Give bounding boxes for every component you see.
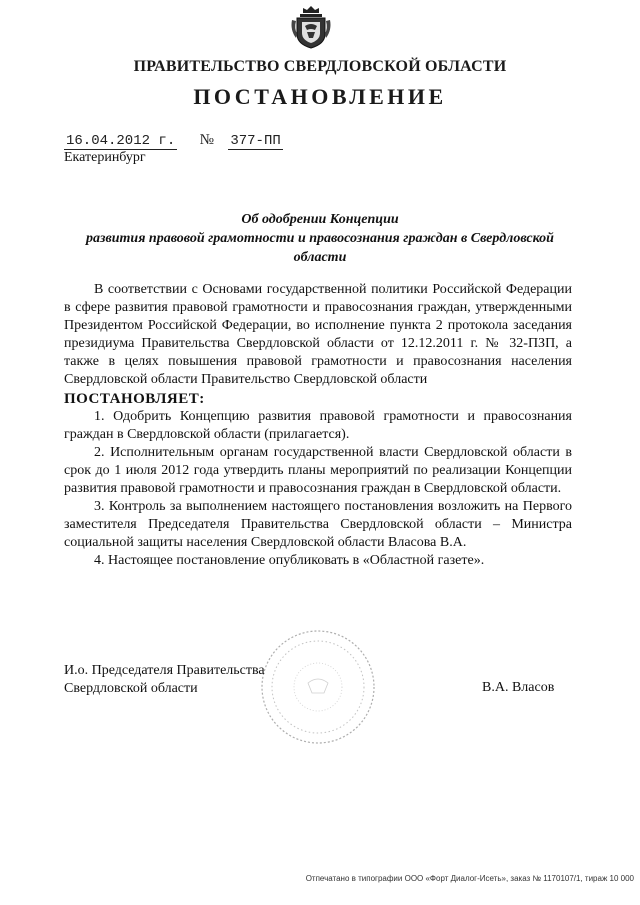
number-sign: № [199,132,214,148]
signatory-name: В.А. Власов [482,680,555,695]
city-name: Екатеринбург [64,150,146,165]
document-body [64,281,572,570]
document-number: 377-ПП [230,133,281,149]
signatory-position [64,662,265,698]
subject-line-3: области [293,250,347,265]
preamble-paragraph: В соответствии с Основами государственной политики Российской Федерации в сфере развития правовой грамотности и правосознания граждан, утвержденными Президентом Российской Федерации, во исполнение пункта 2 протокола заседания президиума Правительства Свердловской области от 12.12.2011 г. № 32-ПЗП, а также в целях повышения правовой грамотности и правосознания населения Свердловской области Правительство Свердловской области [64,282,572,387]
print-note: Отпечатано в типографии ООО «Форт Диалог-Исеть», заказ № 1170107/1, тираж 10 000 [305,874,634,883]
subject-line-2: развития правовой грамотности и правосознания граждан в Свердловской [86,231,554,246]
date-number-line [64,132,283,149]
document-subject [60,210,580,267]
signatory-position-line-1: И.о. Председателя Правительства [64,663,265,678]
decree-item-4: 4. Настоящее постановление опубликовать в «Областной газете». [94,553,485,568]
signatory-position-line-2: Свердловской области [64,681,198,696]
document-type-title: ПОСТАНОВЛЕНИЕ [193,84,447,109]
coat-of-arms-icon [288,4,334,50]
decree-item-2: 2. Исполнительным органам государственной власти Свердловской области в срок до 1 июля 2012 года утвердить планы мероприятий по реализации Концепции развития правовой грамотности и правосознания граждан в Свердловской области. [64,445,572,496]
decree-item-1: 1. Одобрить Концепцию развития правовой грамотности и правосознания граждан в Свердловской области (прилагается). [64,409,572,442]
decree-word: ПОСТАНОВЛЯЕТ: [64,391,205,407]
document-date: 16.04.2012 г. [66,133,176,149]
decree-item-3: 3. Контроль за выполнением настоящего постановления возложить на Первого заместителя Председателя Правительства Свердловской области – Министра социальной защиты населения Свердловской области Власова В.А. [64,499,572,550]
government-title: ПРАВИТЕЛЬСТВО СВЕРДЛОВСКОЙ ОБЛАСТИ [133,58,507,75]
official-seal-icon [258,627,378,747]
subject-line-1: Об одобрении Концепции [241,212,399,227]
